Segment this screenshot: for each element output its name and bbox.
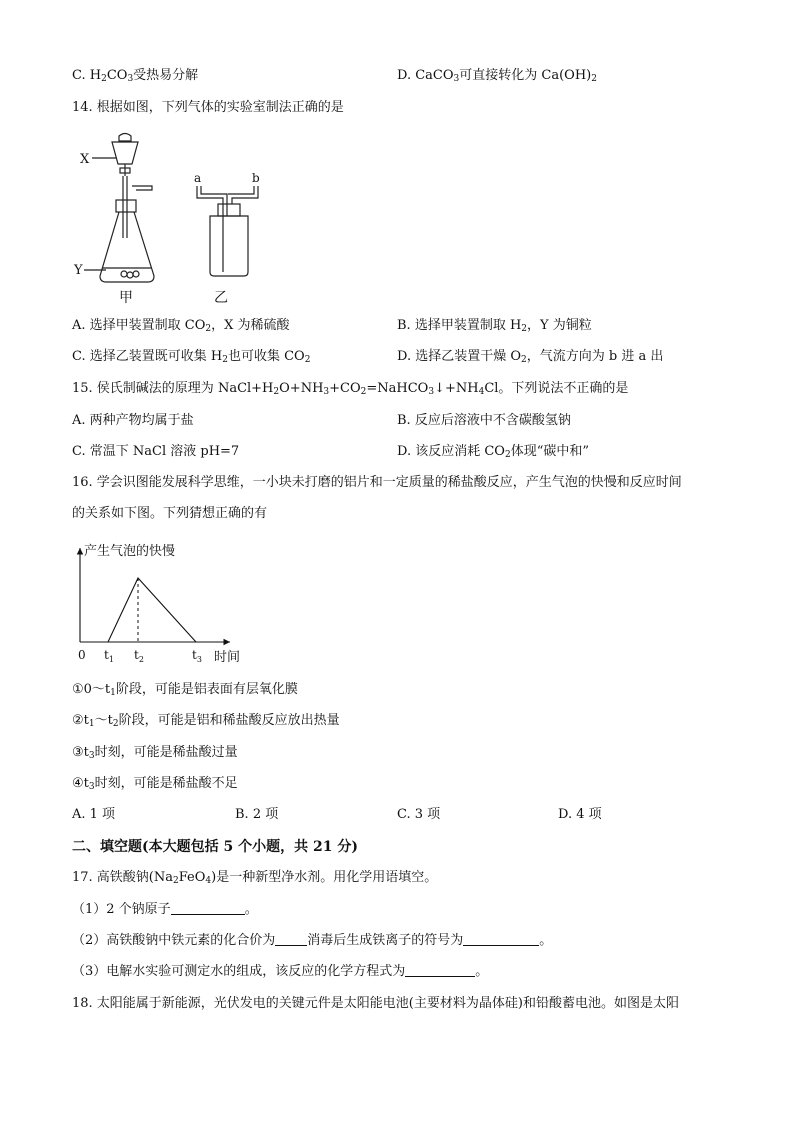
origin-label: 0: [78, 648, 86, 662]
section-heading: 二、填空题(本大题包括 5 个小题，共 21 分): [72, 839, 358, 855]
label-y: Y: [74, 263, 83, 278]
tick-label-3: $t_3$: [192, 648, 202, 664]
q17-part2: （2）高铁酸钠中铁元素的化合价为 消毒后生成铁离子的符号为 。: [72, 933, 553, 948]
q16-item-4: $④t_3$时刻，可能是稀盐酸不足: [72, 776, 238, 792]
label-x: X: [80, 152, 90, 167]
q14-option-d: D. 选择乙装置干燥 $O_2$，气流方向为 b 进 a 出: [397, 349, 664, 365]
q16-choice-c: C. 3 项: [397, 807, 441, 822]
q16-item-2: $②t_1\sim t_2$阶段，可能是铝和稀盐酸反应放出热量: [72, 713, 340, 729]
q16-item-3: $③t_3$时刻，可能是稀盐酸过量: [72, 745, 238, 761]
q18-stem: 18. 太阳能属于新能源，光伏发电的关键元件是太阳能电池(主要材料为晶体硅)和铅酸蓄电池。如图是太阳: [72, 996, 679, 1011]
y-axis-label: 产生气泡的快慢: [84, 544, 176, 559]
apparatus-yi: [197, 186, 258, 276]
q13-option-d: D. CaCO$_3$可直接转化为 $Ca(OH)_2$: [397, 68, 597, 84]
label-b: b: [252, 171, 260, 185]
q16-choice-b: B. 2 项: [235, 807, 279, 822]
answer-blank[interactable]: [275, 932, 307, 946]
label-a: a: [194, 171, 202, 185]
q15-option-d: D. 该反应消耗 $CO_2$体现“碳中和”: [397, 444, 589, 460]
q14-apparatus-figure: [72, 128, 292, 308]
q16-choice-d: D. 4 项: [558, 807, 602, 822]
tick-label-1: $t_1$: [104, 648, 114, 664]
answer-blank[interactable]: [405, 963, 475, 977]
tick-label-2: $t_2$: [134, 648, 144, 664]
q17-part3: （3）电解水实验可测定水的组成，该反应的化学方程式为 。: [72, 964, 489, 979]
q14-stem: 14. 根据如图，下列气体的实验室制法正确的是: [72, 100, 344, 115]
q14-option-a: A. 选择甲装置制取 $CO_2$，X 为稀硫酸: [72, 318, 290, 334]
q17-stem: 17. 高铁酸钠$(Na_2FeO_4)$是一种新型净水剂。用化学用语填空。: [72, 870, 438, 886]
q16-choice-a: A. 1 项: [72, 807, 116, 822]
q15-option-c: C. 常温下 NaCl 溶液 pH=7: [72, 444, 240, 459]
q14-option-b: B. 选择甲装置制取 $H_2$，Y 为铜粒: [397, 318, 592, 334]
x-axis-label: 时间: [214, 650, 241, 665]
apparatus-jia: [84, 134, 154, 283]
q16-stem-line1: 16. 学会识图能发展科学思维，一小块未打磨的铝片和一定质量的稀盐酸反应，产生气泡的快慢和反应时间: [72, 475, 682, 490]
caption-yi: 乙: [214, 290, 228, 306]
q16-chart: [72, 538, 262, 668]
q17-part1: （1）2 个钠原子 。: [72, 902, 258, 917]
q16-item-1: $①0\sim t_1$阶段，可能是铝表面有层氧化膜: [72, 682, 298, 698]
q15-option-a: A. 两种产物均属于盐: [72, 413, 194, 428]
q15-stem: 15. 侯氏制碱法的原理为 $NaCl+H_2O+NH_3+CO_2=NaHCO_3↓+NH_4Cl$。下列说法不正确的是: [72, 381, 629, 397]
q15-option-b: B. 反应后溶液中不含碳酸氢钠: [397, 413, 571, 428]
q13-option-c: C. $H_2CO_3$受热易分解: [72, 68, 199, 84]
caption-jia: 甲: [119, 290, 133, 306]
answer-blank[interactable]: [171, 901, 245, 915]
answer-blank[interactable]: [463, 932, 539, 946]
q16-stem-line2: 的关系如下图。下列猜想正确的有: [72, 506, 268, 521]
q14-option-c: C. 选择乙装置既可收集 $H_2$也可收集 $CO_2$: [72, 349, 311, 365]
